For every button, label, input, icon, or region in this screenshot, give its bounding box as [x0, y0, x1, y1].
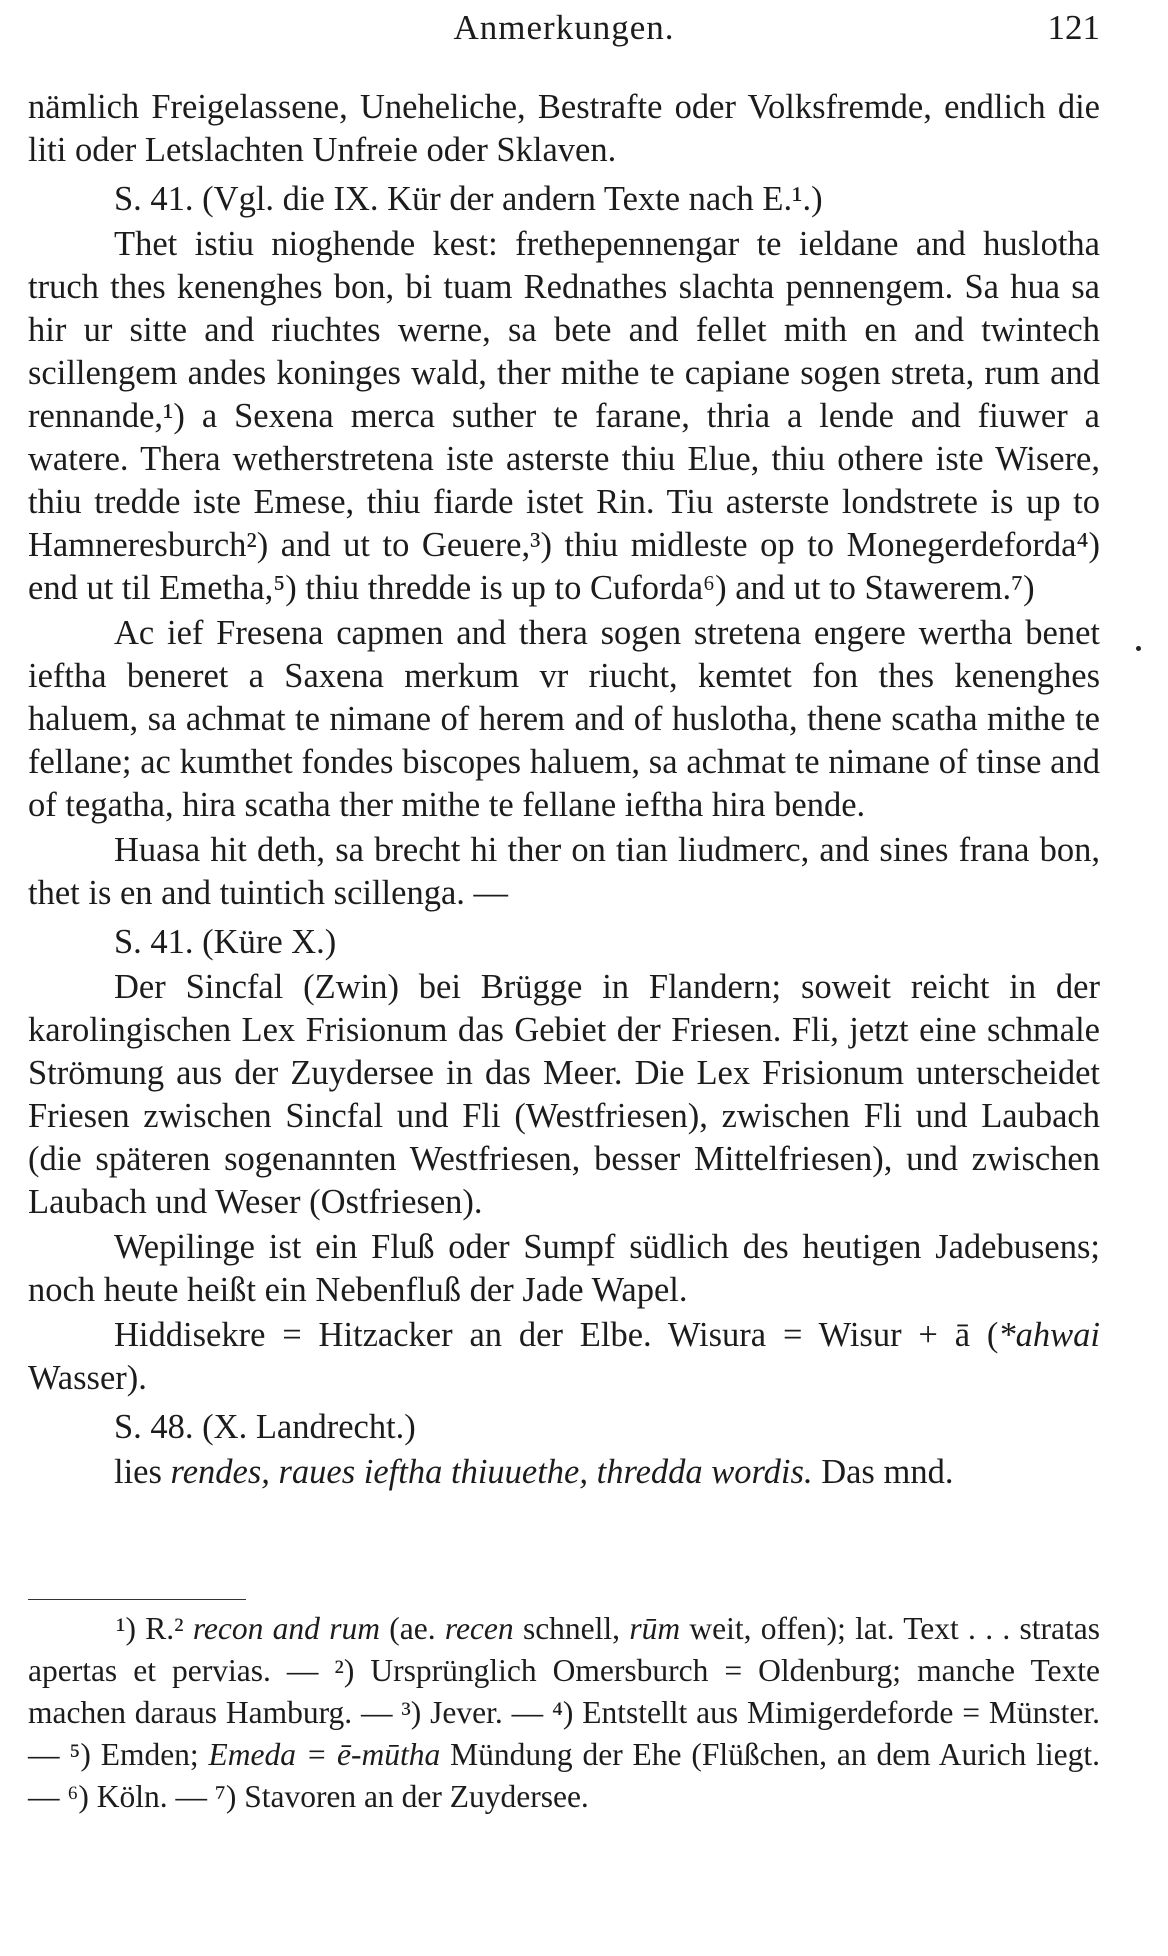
fn-italic-4: Emeda = ē-mūtha: [208, 1737, 441, 1772]
paragraph-sincfal: Der Sincfal (Zwin) bei Brügge in Flandern; soweit reicht in der karolingischen Lex Frisionum das Gebiet der Friesen. Fli, jetzt eine schmale Strömung aus der Zuydersee in das Meer. Die Lex Frisionum unterscheidet Friesen zwischen Sincfal und Fli (Westfriesen), zwischen Fli und Laubach (die späteren sogenannten Westfriesen, besser Mittelfriesen), und zwischen Laubach und Weser (Ostfriesen).: [28, 968, 1100, 1221]
footnote-rule: [28, 1599, 246, 1600]
paragraph-frisian-text-1: Thet istiu nioghende kest: frethepennengar te ieldane and huslotha truch thes kenenghes bon, bi tuam Rednathes slachta pennengem. Sa hua sa hir ur sitte and riuchtes werne, sa bete and fellet mith en and twintech scillengem andes koninges wald, ther mithe te capiane sogen streta, rum and rennande,¹) a Sexena merca suther te farane, thria a lende and fiuwer a watere. Thera wetherstretena iste asterste thiu Elue, thiu othere iste Wisere, thiu tredde iste Emese, thiu fiarde istet Rin. Tiu asterste londstrete is up to Hamneresburch²) and ut to Geuere,³) thiu midleste op to Monegerdeforda⁴) end ut til Emetha,⁵) thiu thredde is up to Cuforda⁶) and ut to Stawerem.⁷): [28, 225, 1100, 607]
fn-mid-1: (ae.: [379, 1611, 445, 1646]
lies-italic: rendes, raues ieftha thiuuethe, thredda wordis.: [170, 1453, 813, 1491]
margin-speck: [1136, 646, 1141, 651]
section-heading-s41-kuere: S. 41. (Küre X.): [114, 923, 337, 961]
hiddisekre-text: Hiddisekre = Hitzacker an der Elbe. Wisura = Wisur + ā (: [114, 1316, 999, 1354]
fn-italic-3: rūm: [629, 1611, 681, 1646]
section-heading-s41-vgl: S. 41. (Vgl. die IX. Kür der andern Texte nach E.¹.): [114, 180, 823, 218]
lies-pre: lies: [114, 1453, 171, 1491]
paragraph-lies: [28, 1451, 1100, 1494]
page-number: 121: [1047, 8, 1100, 47]
footnotes: [28, 1608, 1100, 1818]
running-title: Anmerkungen.: [453, 8, 675, 47]
paragraph-frisian-text-2: Ac ief Fresena capmen and thera sogen stretena engere wertha benet ieftha beneret a Saxena merkum vr riucht, kemtet fon thes kenenghes haluem, sa achmat te nimane of herem and of huslotha, thene scatha mithe te fellane; ac kumthet fondes biscopes haluem, sa achmat te nimane of tinse and of tegatha, hira scatha ther mithe te fellane ieftha hira bende.: [28, 614, 1100, 824]
lies-post: Das mnd.: [812, 1453, 954, 1491]
section-heading-s48: S. 48. (X. Landrecht.): [114, 1408, 416, 1446]
footnote-block: [28, 1608, 1100, 1818]
fn-pre: ¹) R.²: [116, 1611, 193, 1646]
paragraph-wepilinge: Wepilinge ist ein Fluß oder Sumpf südlich des heutigen Jadebusens; noch heute heißt ein Nebenfluß der Jade Wapel.: [28, 1228, 1100, 1309]
fn-italic-1: recon and rum: [192, 1611, 380, 1646]
fn-mid-2: schnell,: [513, 1611, 630, 1646]
hiddisekre-end: Wasser).: [28, 1359, 147, 1397]
paragraph-frisian-text-3: Huasa hit deth, sa brecht hi ther on tian liudmerc, and sines frana bon, thet is en and tuintich scillenga. —: [28, 831, 1100, 912]
paragraph-intro: nämlich Freigelassene, Uneheliche, Bestrafte oder Volksfremde, endlich die liti oder Letslachten Unfreie oder Sklaven.: [28, 88, 1100, 169]
main-text: [28, 86, 1100, 1496]
fn-post: weit, offen); lat. Text . . . stratas apertas et pervias. — ²) Ursprünglich Omersburch = Oldenburg; manche Texte machen daraus Hamburg. — ³) Jever. — ⁴) Entstellt aus Mimigerdeforde = Münster. — ⁵) Emden;: [28, 1611, 1101, 1772]
ahwai-italic: *ahwai: [998, 1316, 1100, 1354]
fn-end: Mündung der Ehe (Flüßchen, an dem Aurich liegt. — ⁶) Köln. — ⁷) Stavoren an der Zuydersee.: [28, 1737, 1101, 1814]
paragraph-hiddisekre: [28, 1314, 1100, 1400]
page-header: [28, 8, 1100, 54]
fn-italic-2: recen: [444, 1611, 514, 1646]
